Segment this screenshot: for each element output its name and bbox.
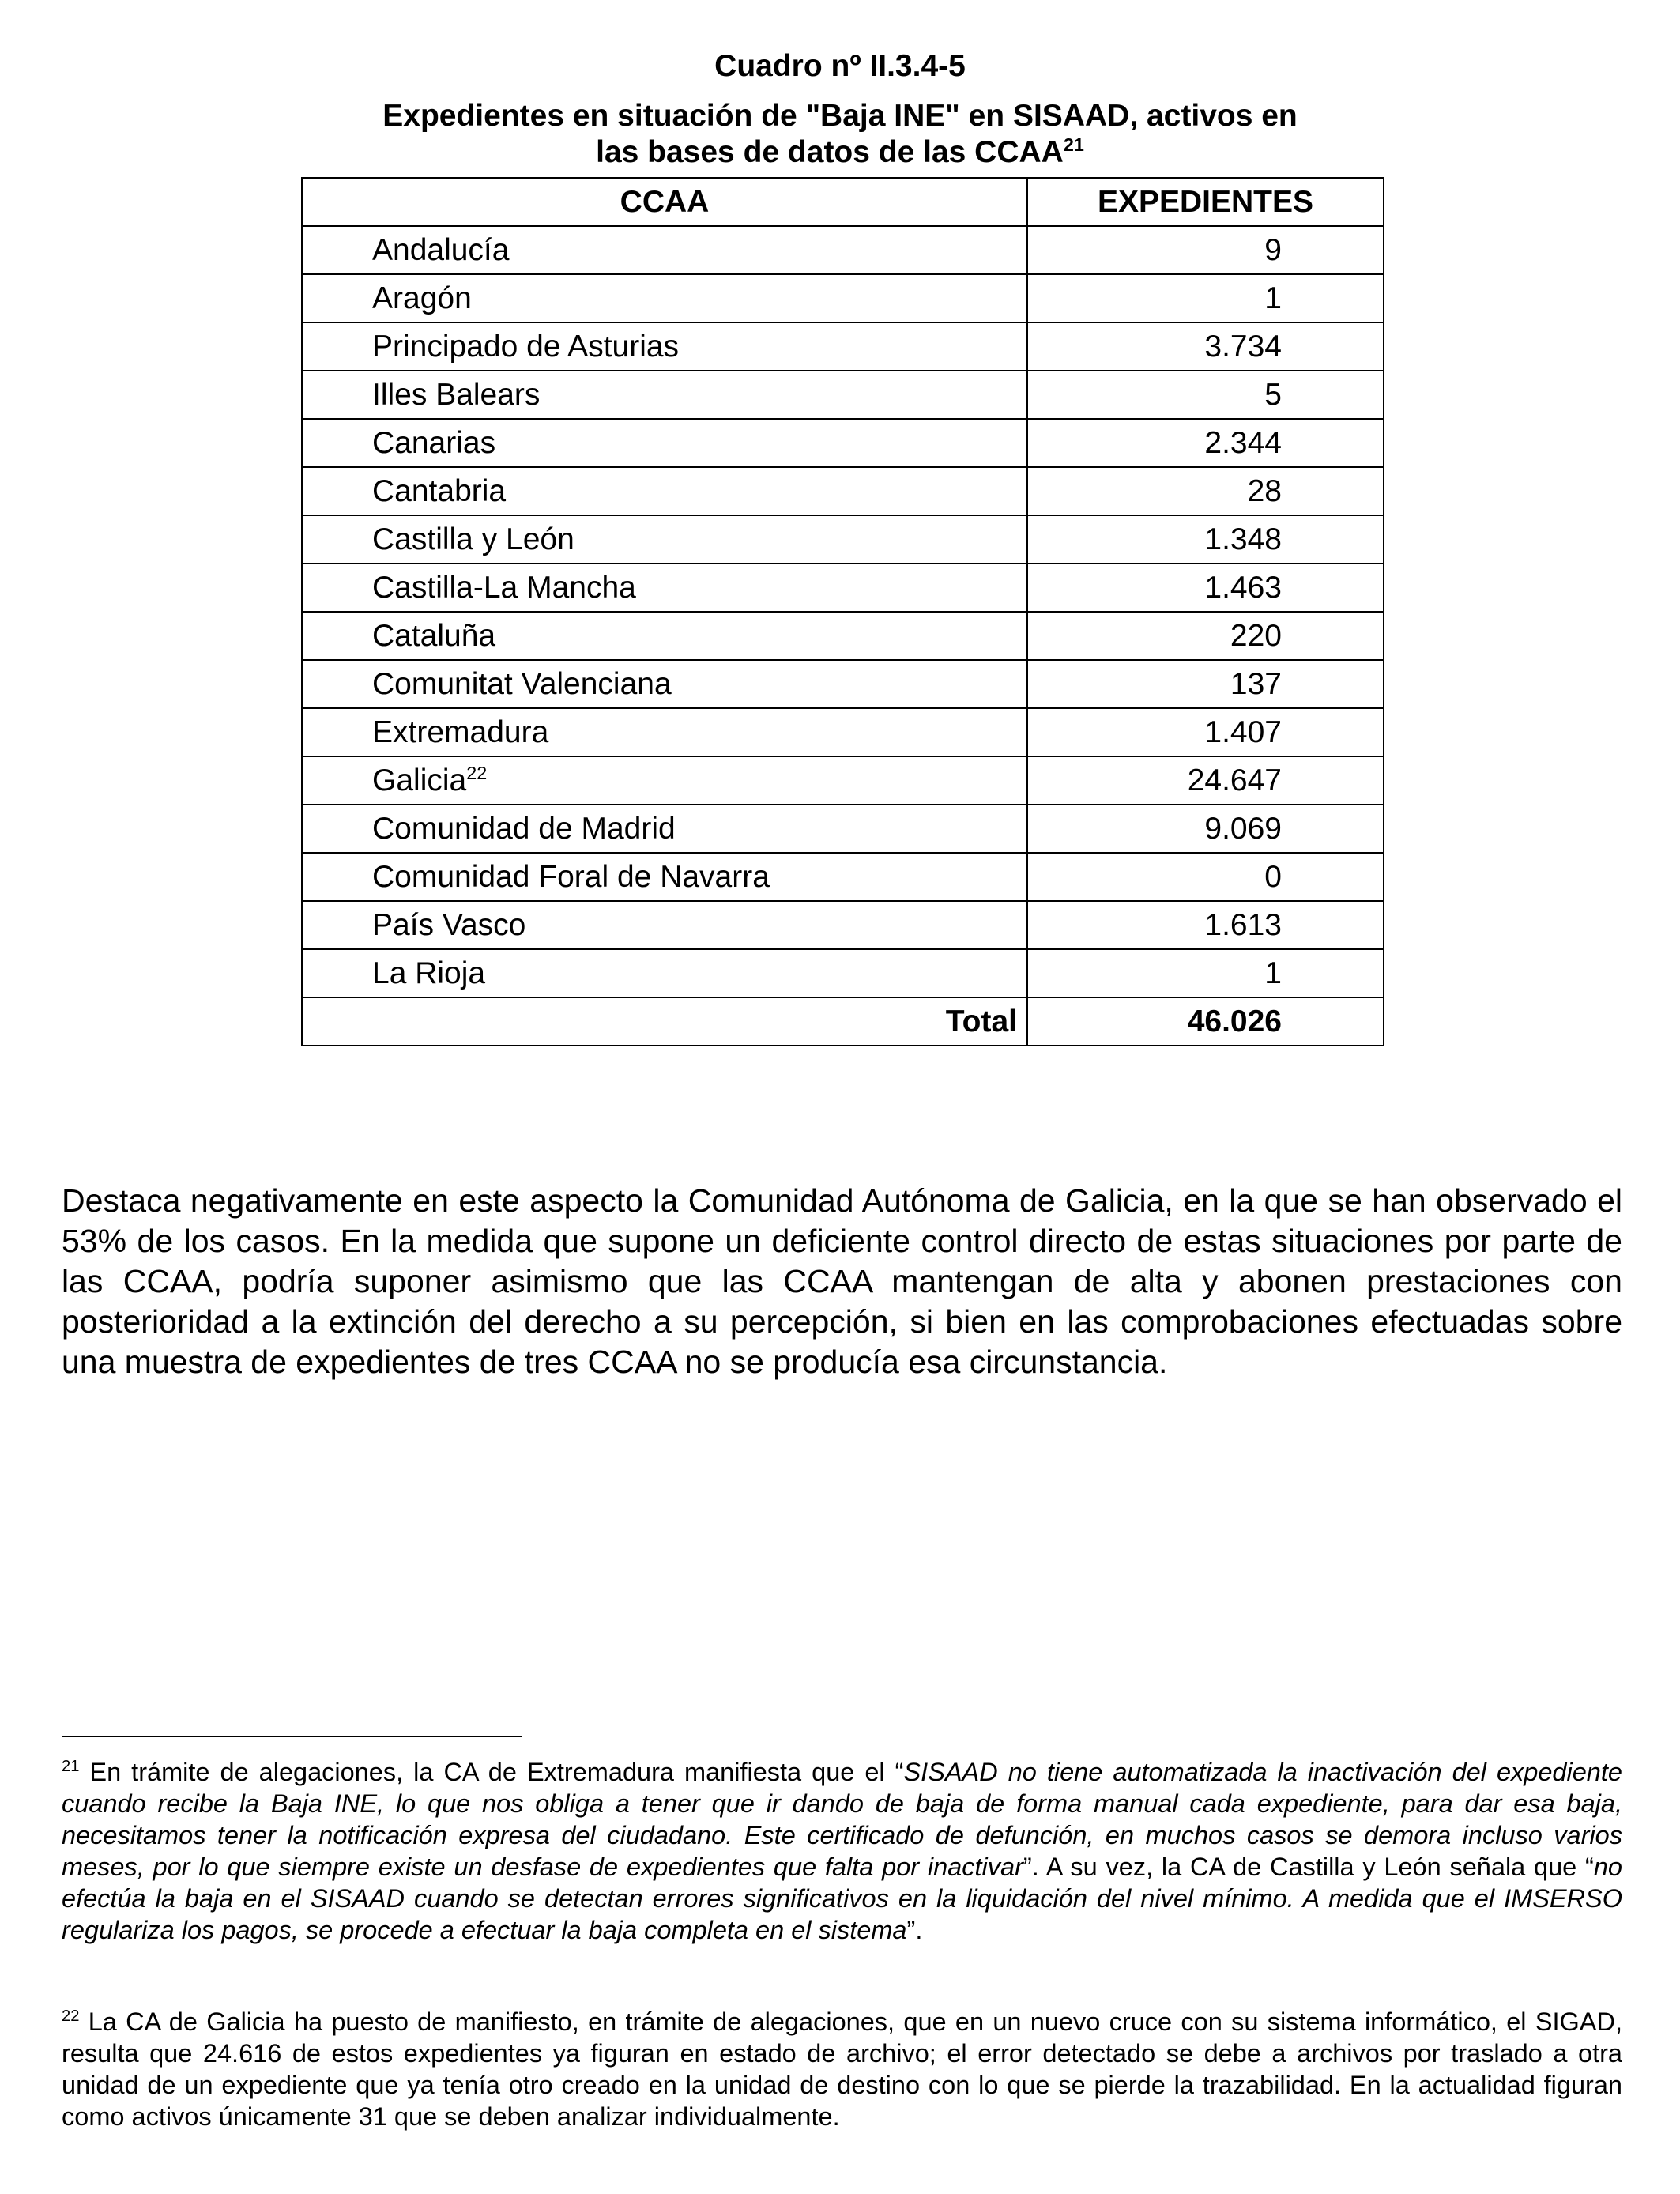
footnote-mark-21: 21 xyxy=(62,1758,80,1776)
footnote-21 xyxy=(62,1756,1622,1946)
ccaa-name-cell xyxy=(302,419,1027,467)
expedientes-value: 3.734 xyxy=(1027,322,1384,371)
expedientes-value: 2.344 xyxy=(1027,419,1384,467)
ccaa-name: Cataluña xyxy=(372,618,496,653)
ccaa-name: Comunidad de Madrid xyxy=(372,811,676,846)
ccaa-name: País Vasco xyxy=(372,907,526,942)
table-row xyxy=(302,371,1384,419)
table-row xyxy=(302,853,1384,901)
ccaa-name: Galicia xyxy=(372,763,467,797)
ccaa-name-cell xyxy=(302,708,1027,756)
table-row xyxy=(302,226,1384,274)
ccaa-name-cell xyxy=(302,564,1027,612)
ccaa-name: Extremadura xyxy=(372,714,549,749)
caption-title-line1: Expedientes en situación de "Baja INE" en SISAAD, activos en xyxy=(382,99,1298,133)
table-caption-title xyxy=(0,98,1680,171)
ccaa-name: Castilla y León xyxy=(372,522,574,556)
table-row xyxy=(302,805,1384,853)
ccaa-name-cell xyxy=(302,371,1027,419)
table-row xyxy=(302,660,1384,708)
expedientes-value: 1.348 xyxy=(1027,515,1384,564)
table-row xyxy=(302,756,1384,805)
footnote-mark-22: 22 xyxy=(62,2007,80,2026)
footnote-22-text: La CA de Galicia ha puesto de manifiesto, en trámite de alegaciones, que en un nuevo cruce con su sistema informático, el SIGAD, resulta que 24.616 de estos expedientes ya figuran en estado de archivo; el error detectado se debe a archivos por traslado a otra unidad de un expediente que ya tenía otro creado en la unidad de destino con lo que se pierde la trazabilidad. En la actualidad figuran como activos únicamente 31 que se deben analizar individualmente. xyxy=(62,2007,1622,2131)
table-row xyxy=(302,467,1384,515)
table-row xyxy=(302,708,1384,756)
total-row xyxy=(302,997,1384,1046)
ccaa-name-cell xyxy=(302,274,1027,322)
footnote-21-quote-castilla-leon: no efectúa la baja en el SISAAD cuando se detectan errores significativos en la liquidación del nivel mínimo. A medida que el IMSERSO regulariza los pagos, se procede a efectuar la baja completa en el sistema xyxy=(62,1853,1622,1944)
expedientes-value: 24.647 xyxy=(1027,756,1384,805)
ccaa-name-cell xyxy=(302,467,1027,515)
ccaa-name: Comunitat Valenciana xyxy=(372,666,672,701)
expedientes-value: 220 xyxy=(1027,612,1384,660)
footnote-21-text-c: ”. xyxy=(906,1916,923,1944)
ccaa-name-cell xyxy=(302,805,1027,853)
ccaa-name-cell xyxy=(302,949,1027,997)
expedientes-value: 1.463 xyxy=(1027,564,1384,612)
ccaa-name-cell xyxy=(302,612,1027,660)
footnote-22 xyxy=(62,2006,1622,2132)
table-caption-number: Cuadro nº II.3.4-5 xyxy=(714,49,966,83)
expedientes-value: 9 xyxy=(1027,226,1384,274)
footnote-21-quote-extremadura: SISAAD no tiene automatizada la inactivación del expediente cuando recibe la Baja INE, lo que nos obliga a tener que ir dando de baja de forma manual cada expediente, para dar esa baja, necesitamos tener la notificación expresa del ciudadano. Este certificado de defunción, en muchos casos se demora incluso varios meses, por lo que siempre existe un desfase de expedientes que falta por inactivar xyxy=(62,1758,1622,1881)
expedientes-value: 1.613 xyxy=(1027,901,1384,949)
expedientes-value: 1.407 xyxy=(1027,708,1384,756)
table-row xyxy=(302,322,1384,371)
ccaa-name: Canarias xyxy=(372,425,496,460)
expedientes-value: 28 xyxy=(1027,467,1384,515)
table-row xyxy=(302,419,1384,467)
table-row xyxy=(302,274,1384,322)
ccaa-name: Andalucía xyxy=(372,232,510,267)
ccaa-name: Comunidad Foral de Navarra xyxy=(372,859,770,894)
footnote-separator xyxy=(62,1736,522,1737)
footnote-ref-21[interactable]: 21 xyxy=(1063,134,1084,155)
caption-title-line2: las bases de datos de las CCAA xyxy=(596,135,1064,169)
table-header-row xyxy=(302,178,1384,226)
table-row xyxy=(302,564,1384,612)
expedientes-value: 137 xyxy=(1027,660,1384,708)
ccaa-name-cell xyxy=(302,322,1027,371)
ccaa-name: Principado de Asturias xyxy=(372,329,680,364)
header-expedientes: EXPEDIENTES xyxy=(1027,178,1384,226)
table-row xyxy=(302,901,1384,949)
table-row xyxy=(302,515,1384,564)
header-ccaa: CCAA xyxy=(302,178,1027,226)
ccaa-name-cell xyxy=(302,515,1027,564)
ccaa-name-cell xyxy=(302,226,1027,274)
footnote-ref-22[interactable]: 22 xyxy=(466,762,488,783)
expedientes-value: 0 xyxy=(1027,853,1384,901)
table-row xyxy=(302,612,1384,660)
ccaa-name-cell xyxy=(302,853,1027,901)
ccaa-name-cell xyxy=(302,901,1027,949)
table-row xyxy=(302,949,1384,997)
expedientes-value: 1 xyxy=(1027,274,1384,322)
footnote-21-text-b: ”. A su vez, la CA de Castilla y León señala que “ xyxy=(1023,1853,1594,1881)
ccaa-name: Aragón xyxy=(372,281,472,315)
total-value: 46.026 xyxy=(1027,997,1384,1046)
ccaa-name-cell xyxy=(302,756,1027,805)
ccaa-name: Castilla-La Mancha xyxy=(372,570,636,605)
ccaa-name: Cantabria xyxy=(372,473,507,508)
footnote-21-text-a: En trámite de alegaciones, la CA de Extremadura manifiesta que el “ xyxy=(79,1758,904,1786)
ccaa-name-cell xyxy=(302,660,1027,708)
body-paragraph: Destaca negativamente en este aspecto la Comunidad Autónoma de Galicia, en la que se han observado el 53% de los casos. En la medida que supone un deficiente control directo de estas situaciones por parte de las CCAA, podría suponer asimismo que las CCAA mantengan de alta y abonen prestaciones con posterioridad a la extinción del derecho a su percepción, si bien en las comprobaciones efectuadas sobre una muestra de expedientes de tres CCAA no se producía esa circunstancia. xyxy=(62,1182,1622,1380)
total-label: Total xyxy=(302,997,1027,1046)
ccaa-name: Illes Balears xyxy=(372,377,541,412)
ccaa-name: La Rioja xyxy=(372,956,486,990)
expedientes-value: 5 xyxy=(1027,371,1384,419)
expedientes-value: 9.069 xyxy=(1027,805,1384,853)
expedientes-table xyxy=(301,177,1384,1046)
expedientes-value: 1 xyxy=(1027,949,1384,997)
